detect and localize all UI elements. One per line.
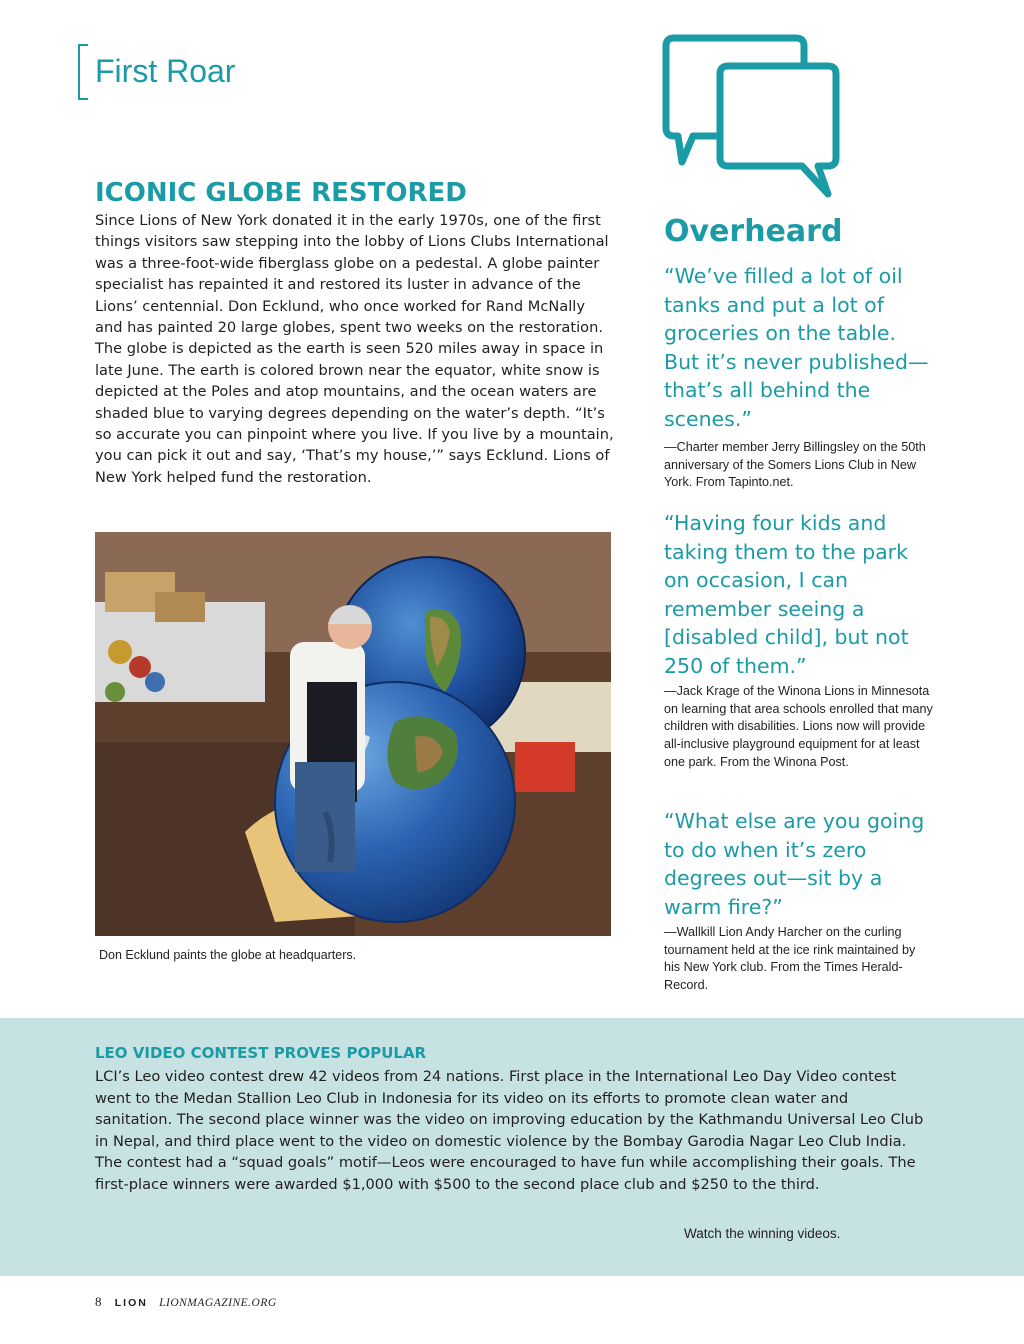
photo-caption: Don Ecklund paints the globe at headquarters. — [99, 948, 357, 962]
bracket-decoration — [78, 44, 88, 100]
leo-body: LCI’s Leo video contest drew 42 videos from 24 nations. First place in the International Leo Day Video contest went to the Medan Stallion Leo Club in Indonesia for its video on its efforts to promote clean water and sanitation. The second place winner was the video on improving education by the Kathmandu Universal Leo Club in Nepal, and third place went to the video on domestic violence by the Bombay Garodia Nagar Leo Club India. The contest had a “squad goals” motif—Leos were encouraged to have fun while accomplishing their goals. The first-place winners were awarded $1,000 with $500 to the second place club and $250 to the third. — [95, 1068, 924, 1193]
article-body: Since Lions of New York donated it in the early 1970s, one of the first things visitors saw stepping into the lobby of Lions Clubs International was a three-foot-wide fiberglass globe on a pedestal. A globe painter specialist has repainted it and restored its luster in advance of the Lions’ centennial. Don Ecklund, who once worked for Rand McNally and has painted 20 large globes, spent two weeks on the restoration. The globe is depicted as the earth is seen 520 miles away in space in late June. The earth is colored brown near the equator, white snow is depicted at the Poles and atop mountains, and the ocean waters are shaded blue to varying degrees depending on the water’s depth. “It’s so accurate you can pinpoint where you live. If you live by a mountain, you can pick it out and say, ‘That’s my house,’” says Ecklund. Lions of New York helped fund the restoration. — [95, 212, 614, 486]
quote-2-attribution: —Jack Krage of the Winona Lions in Minnesota on learning that area schools enrolled that many children with disabilities. Lions now will provide all-inclusive playground equipment for at least one park. From the Winona Post. — [664, 684, 933, 769]
quote-1-attribution: —Charter member Jerry Billingsley on the 50th anniversary of the Somers Lions Club in New York. From Tapinto.net. — [664, 440, 926, 490]
globe-photo — [95, 532, 611, 936]
quote-1: “We’ve filled a lot of oil tanks and put a lot of groceries on the table. But it’s never published—that’s all behind the scenes.” — [664, 264, 929, 431]
quote-2: “Having four kids and taking them to the park on occasion, I can remember seeing a [disabled child], but not 250 of them.” — [664, 511, 909, 678]
leo-title: LEO VIDEO CONTEST PROVES POPULAR — [95, 1044, 427, 1062]
page-number: 8 — [95, 1294, 102, 1309]
quote-3: “What else are you going to do when it’s zero degrees out—sit by a warm fire?” — [664, 809, 925, 919]
speech-bubbles-icon — [660, 30, 850, 220]
watch-videos-link[interactable]: Watch the winning videos. — [684, 1226, 841, 1241]
section-title: First Roar — [95, 53, 236, 89]
quote-3-attribution: —Wallkill Lion Andy Harcher on the curling tournament held at the ice rink maintained by his New York club. From the Times Herald-Record. — [664, 925, 916, 993]
footer-brand: LION — [114, 1297, 148, 1309]
footer-site[interactable]: LIONMAGAZINE.ORG — [159, 1297, 277, 1309]
page-footer — [95, 1294, 277, 1310]
article-title: ICONIC GLOBE RESTORED — [95, 178, 467, 208]
overheard-title: Overheard — [664, 214, 843, 249]
